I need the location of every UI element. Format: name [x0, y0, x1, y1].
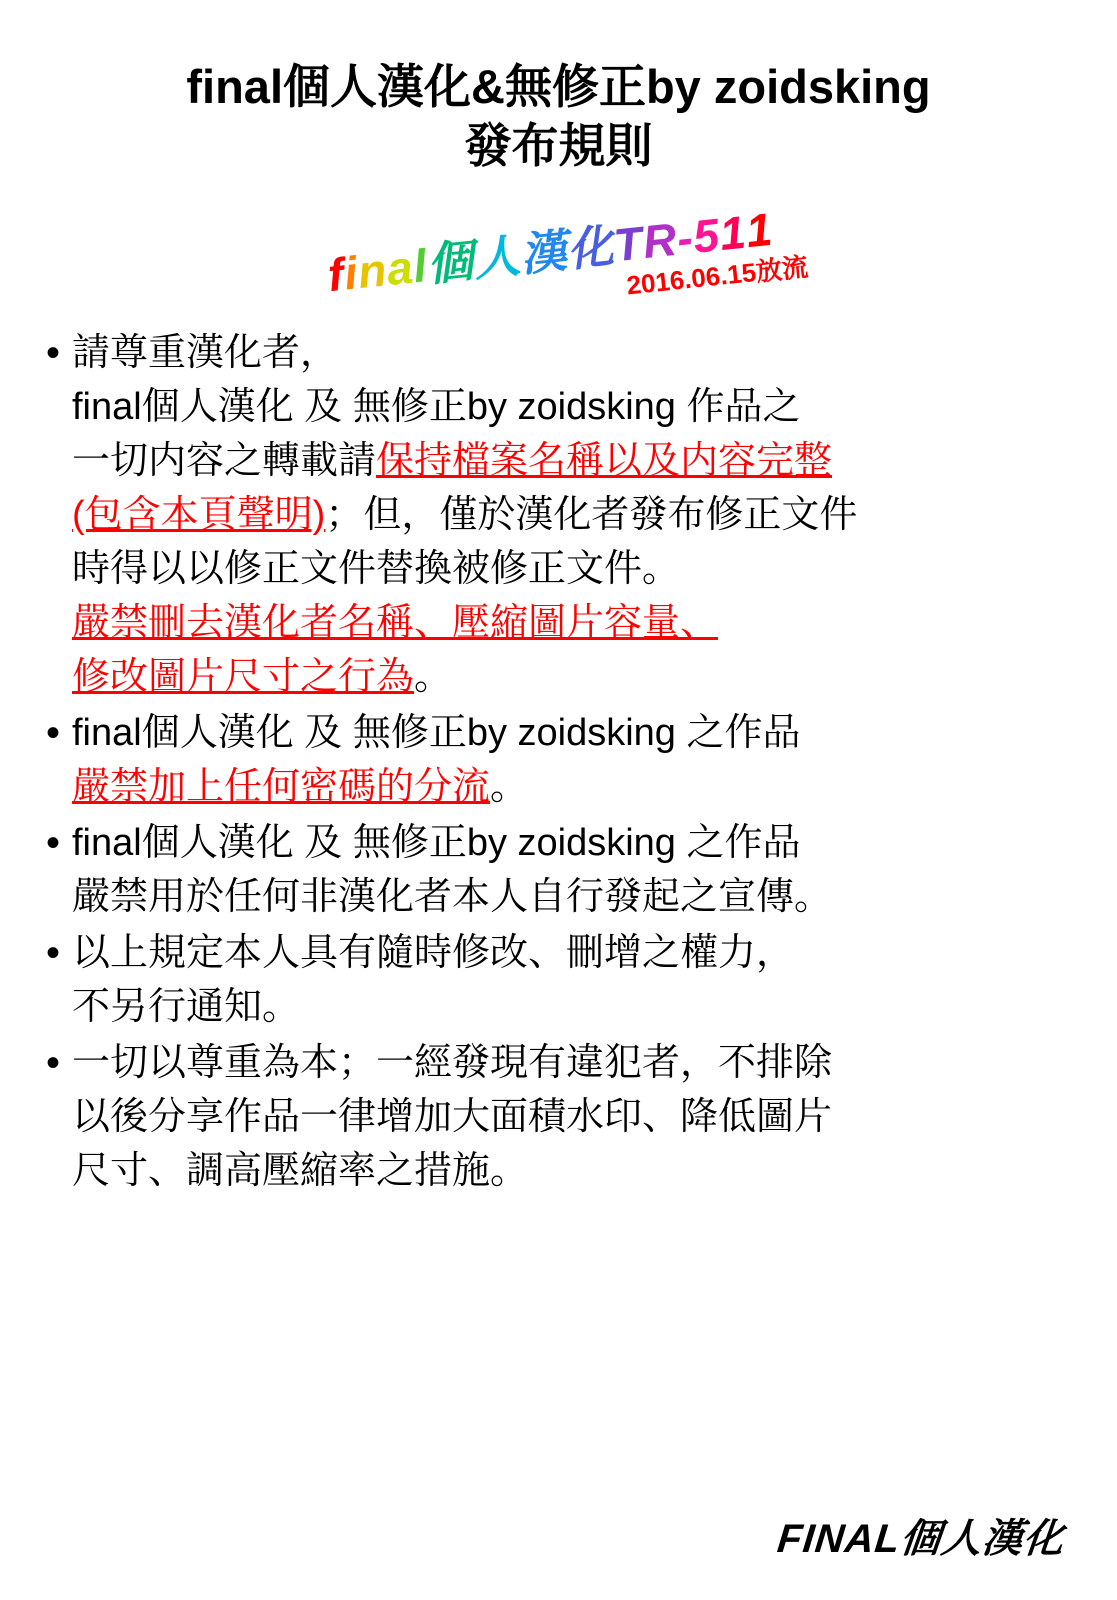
plain-text: 嚴禁用於任何非漢化者本人自行發起之宣傳。 [72, 875, 833, 918]
bullet-icon: • [46, 930, 61, 975]
rule-item [46, 706, 1075, 814]
plain-text: 一切以尊重為本；一經發現有違犯者，不排除 [72, 1041, 833, 1084]
rainbow-char: 漢 [517, 223, 570, 281]
bullet-icon: • [46, 330, 61, 375]
bullet-icon: • [46, 1040, 61, 1085]
title-line-2: 發布規則 [464, 118, 653, 172]
title-line-1: final個人漢化&無修正by zoidsking [186, 60, 931, 113]
rainbow-banner [0, 198, 1117, 308]
rainbow-char: - [673, 210, 696, 265]
plain-text: 時得以以修正文件替換被修正文件。 [72, 547, 681, 590]
plain-text: 。 [414, 655, 453, 698]
highlighted-text: 嚴禁加上任何密碼的分流 [72, 765, 491, 808]
plain-text: 不另行通知。 [72, 985, 301, 1028]
rule-item [46, 1036, 1075, 1198]
release-date-stamp: 2016.06.15放流 [624, 251, 809, 300]
plain-text: 以後分享作品一律增加大面積水印、降低圖片 [72, 1095, 833, 1138]
rule-item [46, 926, 1075, 1034]
rule-line [72, 1036, 1075, 1090]
rule-line [72, 1090, 1075, 1144]
rainbow-char: 個 [423, 233, 477, 291]
bullet-icon: • [46, 820, 61, 865]
rainbow-char: l [410, 238, 430, 292]
rainbow-char: n [354, 242, 390, 298]
rule-text [72, 1036, 1075, 1198]
rainbow-char: 1 [716, 205, 749, 260]
plain-text: 請尊重漢化者， [72, 331, 339, 374]
plain-text: 。 [490, 765, 529, 808]
rule-item [46, 816, 1075, 924]
rule-line [72, 542, 1075, 596]
rainbow-char: f [324, 247, 347, 301]
rule-line [72, 760, 1075, 814]
rule-text [72, 706, 1075, 814]
rainbow-char: a [383, 240, 416, 295]
rule-item [46, 326, 1075, 704]
rainbow-char: 化 [564, 218, 617, 276]
bullet-icon: • [46, 710, 61, 755]
rainbow-char: R [639, 212, 680, 268]
plain-text: final個人漢化 及 無修正by zoidsking 之作品 [72, 711, 801, 754]
rule-line [72, 980, 1075, 1034]
rainbow-char: 1 [743, 202, 775, 257]
rule-line [72, 650, 1075, 704]
highlighted-text: 保持檔案名稱以及内容完整 [376, 439, 833, 482]
rule-line [72, 926, 1075, 980]
rule-line [72, 326, 1075, 380]
rule-line [72, 596, 1075, 650]
highlighted-text: (包含本頁聲明) [72, 493, 326, 536]
rule-line [72, 380, 1075, 434]
rule-line [72, 706, 1075, 760]
rule-text [72, 816, 1075, 924]
rules-list [0, 326, 1117, 1198]
rainbow-char: T [610, 215, 646, 271]
rule-line [72, 816, 1075, 870]
rule-text [72, 926, 1075, 1034]
plain-text: ；但，僅於漢化者發布修正文件 [325, 493, 858, 536]
plain-text: final個人漢化 及 無修正by zoidsking 作品之 [72, 385, 801, 428]
page-title [0, 0, 1117, 176]
highlighted-text: 修改圖片尺寸之行為 [72, 655, 415, 698]
plain-text: 以上規定本人具有隨時修改、刪增之權力， [72, 931, 795, 974]
plain-text: 一切内容之轉載請 [72, 439, 377, 482]
footer-logo: FINAL個人漢化 [775, 1517, 1067, 1561]
rainbow-char: i [341, 245, 361, 299]
rule-line [72, 434, 1075, 488]
rule-line [72, 870, 1075, 924]
rule-text [72, 326, 1075, 704]
rule-line [72, 1144, 1075, 1198]
rainbow-char: 人 [470, 228, 523, 286]
rainbow-char: 5 [690, 207, 722, 263]
plain-text: final個人漢化 及 無修正by zoidsking 之作品 [72, 821, 801, 864]
rule-line [72, 488, 1075, 542]
plain-text: 尺寸、調高壓縮率之措施。 [72, 1149, 529, 1192]
highlighted-text: 嚴禁刪去漢化者名稱、壓縮圖片容量、 [72, 601, 719, 644]
